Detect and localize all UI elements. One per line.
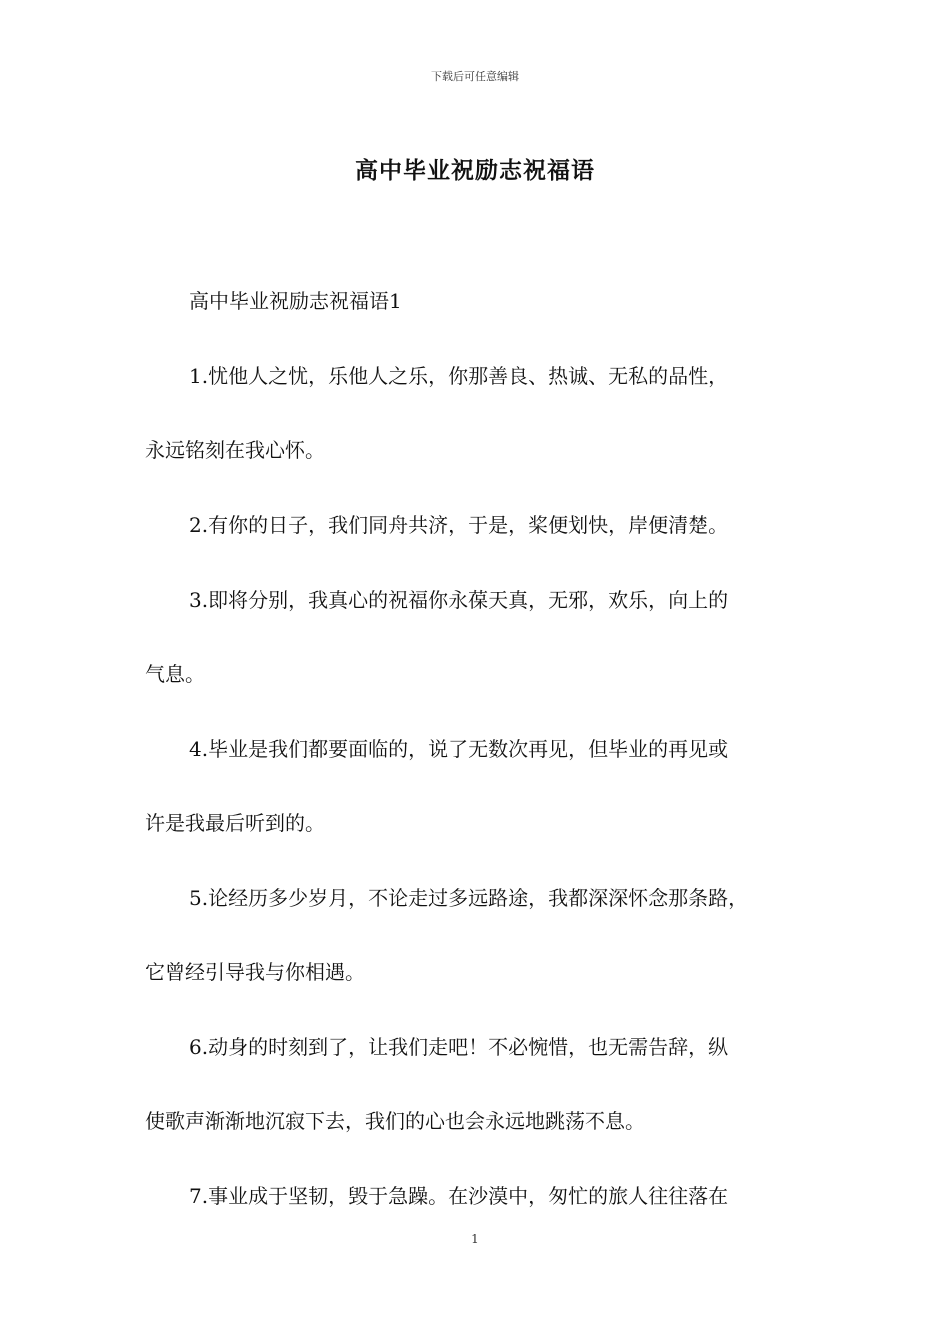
paragraph-line: 许是我最后听到的。 [145,811,325,835]
paragraph-line: 2.有你的日子，我们同舟共济，于是，桨便划快，岸便清楚。 [189,513,729,537]
paragraph-line: 7.事业成于坚韧，毁于急躁。在沙漠中，匆忙的旅人往往落在 [189,1184,729,1208]
paragraph-line: 1.忧他人之忧，乐他人之乐，你那善良、热诚、无私的品性， [189,364,729,388]
paragraph-line: 3.即将分别，我真心的祝福你永葆天真，无邪，欢乐，向上的 [189,588,729,612]
document-title: 高中毕业祝励志祝福语 [355,158,595,184]
paragraph-line: 永远铭刻在我心怀。 [145,438,325,462]
paragraph-line: 它曾经引导我与你相遇。 [145,960,365,984]
paragraph-line: 使歌声渐渐地沉寂下去，我们的心也会永远地跳荡不息。 [145,1109,645,1133]
section-heading: 高中毕业祝励志祝福语1 [189,289,402,313]
paragraph-line: 气息。 [145,662,205,686]
header-note: 下载后可任意编辑 [431,70,519,83]
paragraph-line: 4.毕业是我们都要面临的，说了无数次再见，但毕业的再见或 [189,737,729,761]
paragraph-line: 5.论经历多少岁月，不论走过多远路途，我都深深怀念那条路， [189,886,749,910]
paragraph-line: 6.动身的时刻到了，让我们走吧！不必惋惜，也无需告辞，纵 [189,1035,729,1059]
page-number: 1 [471,1232,479,1246]
